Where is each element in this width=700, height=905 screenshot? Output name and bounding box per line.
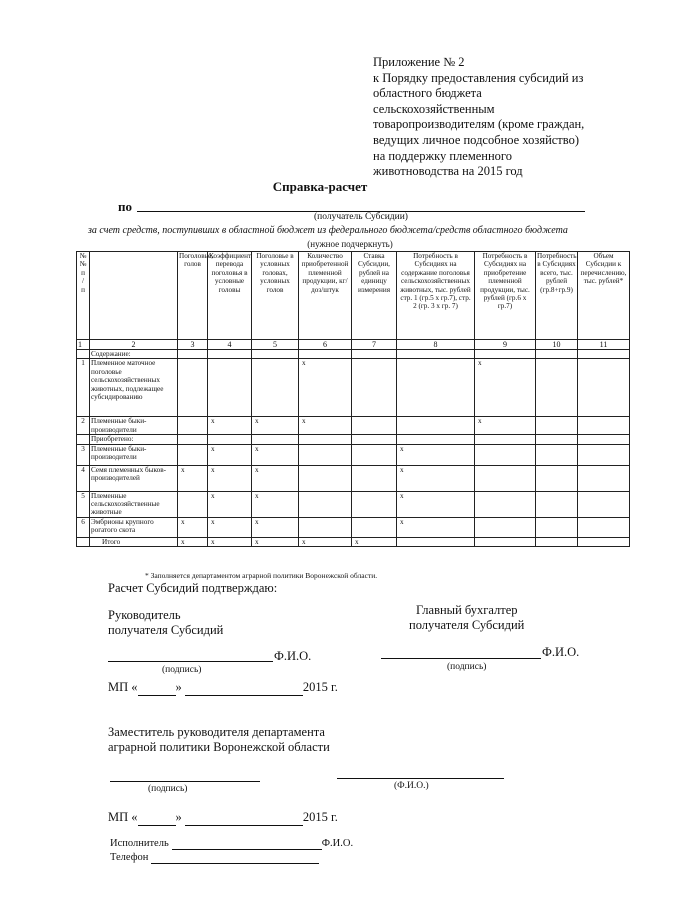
table-row: [77, 537, 630, 546]
table-cell: [536, 491, 578, 517]
table-cell: [475, 350, 536, 359]
head-right-line2: получателя Субсидий: [409, 618, 525, 632]
table-cell: [352, 359, 397, 417]
header-cell: Поголовье, голов: [178, 252, 208, 340]
table-cell: [178, 359, 208, 417]
table-cell: [352, 417, 397, 435]
table-row: [77, 517, 630, 537]
column-number: 11: [578, 340, 630, 350]
table-row: [77, 491, 630, 517]
header-cell: № № п / п: [77, 252, 90, 340]
recipient-caption: (получатель Субсидии): [314, 212, 408, 222]
table-cell: x: [252, 417, 299, 435]
deputy-fio-caption: (Ф.И.О.): [394, 781, 429, 791]
appendix-line: сельскохозяйственным: [373, 101, 495, 116]
header-cell: Поголовье в условных головах, условных голов: [252, 252, 299, 340]
confirm-label: Расчет Субсидий подтверждаю:: [108, 581, 278, 595]
appendix-line: Приложение № 2: [373, 55, 465, 69]
table-cell: [299, 444, 352, 465]
table-header-row: [77, 252, 630, 340]
table-row: [77, 417, 630, 435]
column-number: 5: [252, 340, 299, 350]
table-cell: x: [475, 417, 536, 435]
column-number: 1: [77, 340, 90, 350]
table-cell: [475, 435, 536, 444]
table-cell: x: [208, 465, 252, 491]
table-cell: [536, 350, 578, 359]
header-cell: Потребность в Субсидиях на содержание поголовья сельскохозяйственных животных, тыс. рублей стр. 1 (гр.5 х гр.7), стр. 2 (гр. 3 х гр. 7): [397, 252, 475, 340]
table-cell: [208, 359, 252, 417]
table-cell: [299, 465, 352, 491]
table-cell: x: [252, 517, 299, 537]
column-number: 4: [208, 340, 252, 350]
mp-year: 2015 г.: [302, 680, 338, 694]
mp-prefix: МП «: [108, 810, 138, 824]
table-cell: [536, 444, 578, 465]
table-cell: x: [252, 537, 299, 546]
podpis-caption-right: (подпись): [447, 662, 487, 672]
table-cell: x: [252, 444, 299, 465]
table-cell: [178, 491, 208, 517]
table-cell: [536, 417, 578, 435]
appendix-line: ведущих личное подсобное хозяйство): [373, 132, 579, 147]
table-cell: [178, 417, 208, 435]
table-cell: x: [299, 417, 352, 435]
appendix-line: к Порядку предоставления субсидий из: [373, 70, 584, 85]
table-cell: [475, 465, 536, 491]
table-cell: [536, 465, 578, 491]
row-label: Эмбрионы крупного рогатого скота: [90, 517, 178, 537]
column-number: 8: [397, 340, 475, 350]
day-blank: [138, 810, 176, 826]
table-cell: [536, 359, 578, 417]
column-number: 6: [299, 340, 352, 350]
mp-year: 2015 г.: [302, 810, 338, 824]
table-cell: [578, 517, 630, 537]
subsidy-table: [76, 251, 630, 547]
appendix-line: товаропроизводителям (кроме граждан,: [373, 117, 585, 132]
row-number: 4: [77, 465, 90, 491]
signature-line-left: [108, 661, 273, 662]
mp-mid: »: [175, 810, 182, 824]
funding-source-line: за счет средств, поступивших в областной бюджет из федерального бюджета/средств областного бюджета: [88, 225, 568, 236]
table-cell: x: [208, 417, 252, 435]
table-cell: [397, 350, 475, 359]
table-cell: [578, 444, 630, 465]
num-cell: [77, 350, 90, 359]
table-cell: [475, 444, 536, 465]
row-number: 2: [77, 417, 90, 435]
table-cell: [352, 517, 397, 537]
table-cell: x: [252, 491, 299, 517]
table-cell: [208, 435, 252, 444]
phone-label: Телефон: [110, 852, 149, 863]
table-cell: [578, 359, 630, 417]
header-cell: Коэффициент перевода поголовья в условные головы: [208, 252, 252, 340]
executor-fio: Ф.И.О.: [321, 838, 354, 849]
mp-date-2: [108, 810, 338, 826]
table-cell: [352, 444, 397, 465]
phone-line: [151, 852, 319, 864]
table-cell: [299, 517, 352, 537]
head-left-line1: Руководитель: [108, 608, 181, 622]
table-cell: [475, 491, 536, 517]
table-cell: [578, 350, 630, 359]
row-label: Племенные сельскохозяйственные животные: [90, 491, 178, 517]
table-cell: [178, 350, 208, 359]
table-cell: x: [397, 444, 475, 465]
table-row: [77, 444, 630, 465]
executor-line: [172, 838, 322, 850]
header-cell: Потребность в Субсидиях всего, тыс. рублей (гр.8+гр.9): [536, 252, 578, 340]
footnote: * Заполняется департаментом аграрной политики Воронежской области.: [145, 571, 378, 580]
deputy-line2: аграрной политики Воронежской области: [108, 740, 330, 754]
column-number: 9: [475, 340, 536, 350]
deputy-line1: Заместитель руководителя департамента: [108, 725, 325, 739]
table-cell: [178, 444, 208, 465]
header-cell: Потребность в Субсидиях на приобретение племенной продукции, тыс. рублей (гр.6 х гр.7): [475, 252, 536, 340]
table-cell: [397, 359, 475, 417]
section-label: Содержание:: [90, 350, 178, 359]
table-cell: x: [397, 465, 475, 491]
table-cell: [352, 350, 397, 359]
table-cell: x: [252, 465, 299, 491]
appendix-line: областного бюджета: [373, 86, 482, 101]
table-cell: x: [208, 491, 252, 517]
header-cell: Объем Субсидии к перечислению, тыс. рублей*: [578, 252, 630, 340]
deputy-podpis-caption: (подпись): [148, 784, 188, 794]
header-cell: Количество приобретенной племенной продукции, кг/доз/штук: [299, 252, 352, 340]
podpis-caption-left: (подпись): [162, 665, 202, 675]
table-cell: [299, 350, 352, 359]
table-cell: [352, 491, 397, 517]
row-number: [77, 537, 90, 546]
table-cell: [397, 537, 475, 546]
phone-row: [110, 852, 319, 864]
table-cell: [536, 435, 578, 444]
section-label: Приобретено:: [90, 435, 178, 444]
appendix-line: животноводства на 2015 год: [373, 164, 523, 179]
table-cell: [475, 537, 536, 546]
head-left-line2: получателя Субсидий: [108, 623, 224, 637]
table-cell: [252, 435, 299, 444]
column-number: 7: [352, 340, 397, 350]
table-cell: x: [299, 359, 352, 417]
table-cell: x: [178, 465, 208, 491]
table-number-row: [77, 340, 630, 350]
table-cell: x: [208, 444, 252, 465]
table-cell: x: [352, 537, 397, 546]
header-cell: [90, 252, 178, 340]
deputy-fio-line: [337, 778, 504, 779]
table-cell: x: [178, 517, 208, 537]
table-row: [77, 359, 630, 417]
table-cell: [578, 465, 630, 491]
table-cell: x: [397, 491, 475, 517]
underline-caption: (нужное подчеркнуть): [307, 239, 393, 249]
table-cell: x: [475, 359, 536, 417]
table-cell: [578, 537, 630, 546]
mp-prefix: МП «: [108, 680, 138, 694]
table-cell: [178, 435, 208, 444]
row-number: 6: [77, 517, 90, 537]
head-right-line1: Главный бухгалтер: [416, 603, 518, 617]
executor-row: [110, 838, 353, 850]
table-cell: [397, 435, 475, 444]
row-number: 5: [77, 491, 90, 517]
column-number: 10: [536, 340, 578, 350]
executor-label: Исполнитель: [110, 838, 169, 849]
row-label: Племенное маточное поголовье сельскохозяйственных животных, подлежащее субсидированию: [90, 359, 178, 417]
table-cell: [208, 350, 252, 359]
table-cell: [578, 417, 630, 435]
fio-label-right: Ф.И.О.: [542, 645, 580, 659]
table-cell: x: [299, 537, 352, 546]
table-cell: [352, 465, 397, 491]
table-cell: [475, 517, 536, 537]
table-cell: [397, 417, 475, 435]
fio-label-left: Ф.И.О.: [274, 649, 312, 663]
appendix-header: [373, 55, 623, 180]
table-cell: [252, 350, 299, 359]
table-cell: [578, 435, 630, 444]
table-cell: [536, 517, 578, 537]
row-label: Семя племенных быков-производителей: [90, 465, 178, 491]
table-cell: [536, 537, 578, 546]
table-section-row: [77, 350, 630, 359]
signature-line-right: [381, 658, 541, 659]
mp-mid: »: [175, 680, 182, 694]
column-number: 3: [178, 340, 208, 350]
header-cell: Ставка Субсидии, рублей на единицу измерения: [352, 252, 397, 340]
table-cell: [299, 435, 352, 444]
column-number: 2: [90, 340, 178, 350]
table-cell: [299, 491, 352, 517]
table-cell: x: [208, 537, 252, 546]
num-cell: [77, 435, 90, 444]
table-cell: [252, 359, 299, 417]
day-blank: [138, 680, 176, 696]
po-label: по: [118, 199, 132, 214]
table-section-row: [77, 435, 630, 444]
document-title: Справка-расчет: [272, 179, 368, 194]
table-cell: x: [397, 517, 475, 537]
row-label: Племенные быки-производители: [90, 417, 178, 435]
table-cell: [578, 491, 630, 517]
table-cell: x: [178, 537, 208, 546]
mp-date-1: [108, 680, 338, 696]
table-cell: x: [208, 517, 252, 537]
row-number: 1: [77, 359, 90, 417]
row-label: Итого: [90, 537, 178, 546]
deputy-signature-line: [110, 781, 260, 782]
row-label: Племенные быки-производители: [90, 444, 178, 465]
row-number: 3: [77, 444, 90, 465]
table-cell: [352, 435, 397, 444]
table-body: [77, 350, 630, 547]
table-row: [77, 465, 630, 491]
month-blank: [185, 810, 303, 826]
appendix-line: на поддержку племенного: [373, 148, 512, 163]
month-blank: [185, 680, 303, 696]
